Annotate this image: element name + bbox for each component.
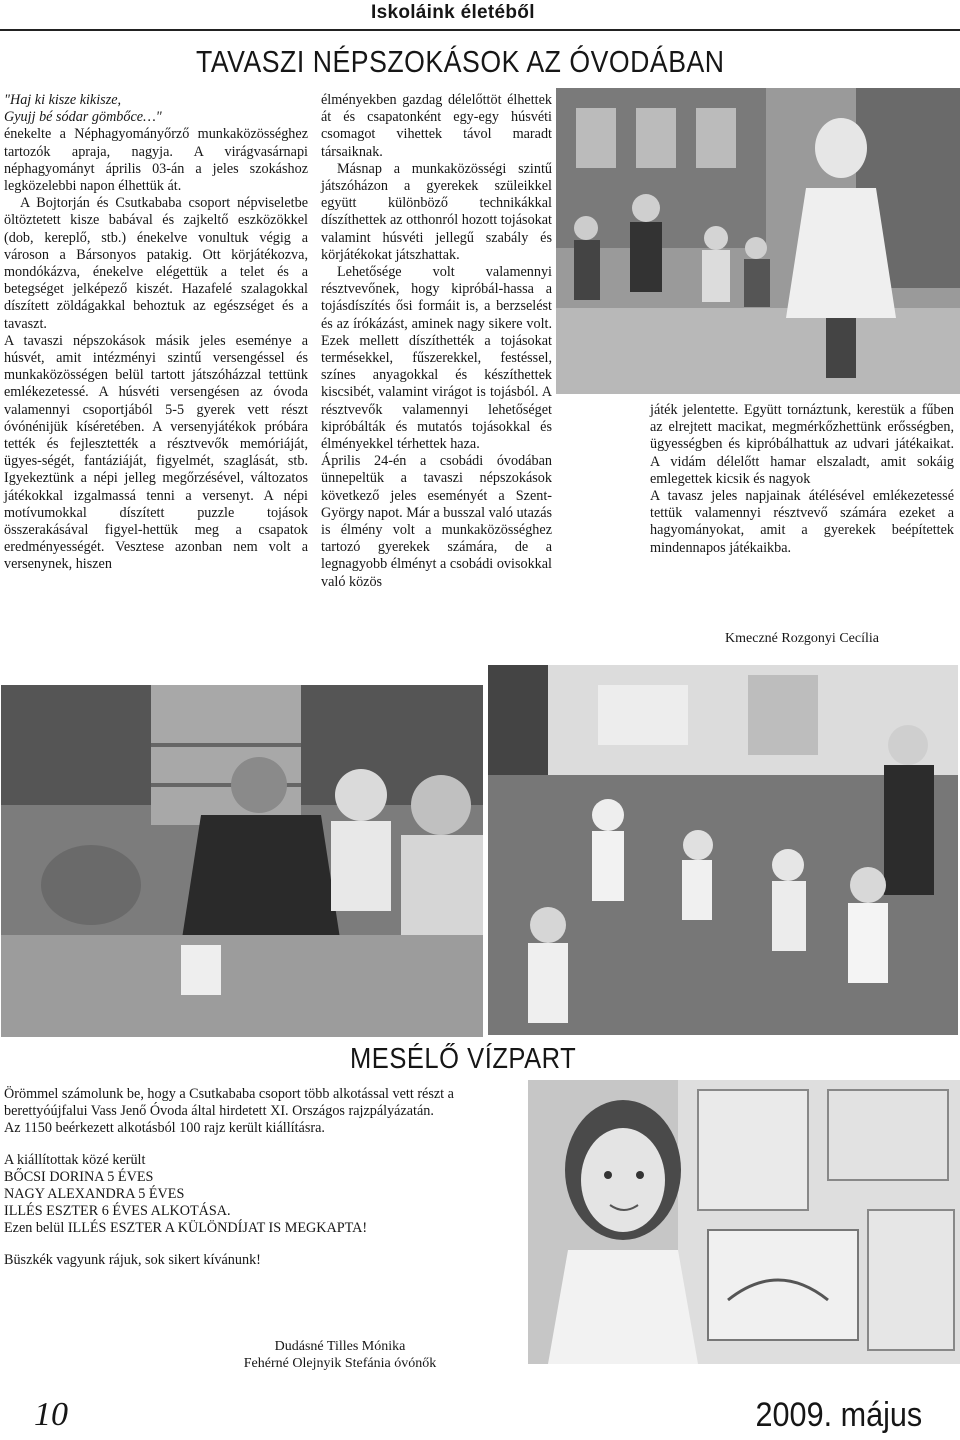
poem-line-2: Gyujj bé sódar gömbőce…" — [4, 109, 162, 126]
paragraph: énekelte a Néphagyományőrző munkaközösséghez tartozók apraja, nagyja. A virágvasárnapi néphagyományt április 03-án a jeles szokáshoz legközelebbi napon élhettük át. — [4, 126, 308, 195]
closing-line: Büszkék vagyunk rájuk, sok sikert kívánunk! — [4, 1251, 261, 1268]
paragraph: Az 1150 beérkezett alkotásból 100 rajz került kiállításra. — [4, 1120, 325, 1137]
paragraph: élményekben gazdag délelőttöt élhettek át és csapatonként egy-egy húsvéti csomagot vihettek távol maradt társaiknak. — [321, 92, 552, 160]
photo-kisze-doll-procession — [556, 88, 960, 394]
article-column-2 — [321, 92, 552, 591]
signature-line: Dudásné Tilles Mónika — [274, 1339, 406, 1354]
winner-name: ILLÉS ESZTER 6 ÉVES ALKOTÁSA. — [4, 1203, 231, 1220]
paragraph: játék jelentette. Együtt tornáztunk, kerestük a fűben az elrejtett macikat, megmérkőzhettünk erősségben, ügyességben és kipróbálhattuk az udvari játékaikat. A vidám délelőtt hamar elszaladt, amit sokáig emlegettek kicsik és nagyok — [650, 402, 954, 487]
issue-date: 2009. május — [755, 1396, 922, 1434]
winner-name: NAGY ALEXANDRA 5 ÉVES — [4, 1186, 185, 1203]
paragraph: Örömmel számolunk be, hogy a Csutkababa csoport több alkotással vett részt a berettyóújfalui Vass Jenő Óvoda által hirdetett XI. Országos rajzpályázatán. — [4, 1086, 454, 1120]
photo-girl-with-drawings — [528, 1080, 960, 1364]
article-2-body — [4, 1086, 480, 1269]
paragraph: A tavasz jeles napjainak átélésével emlékezetessé tettük valamennyi résztvevő számára ezeket a hagyományokat, amit a gyerekek beépítettek mindennapos játékaikba. — [650, 488, 954, 556]
author-signature: Kmeczné Rozgonyi Cecília — [725, 631, 879, 646]
winners-intro: A kiállítottak közé került — [4, 1151, 146, 1168]
paragraph: Másnap a munkaközösségi szintű játszóházon a gyerekek szüleikkel együtt különböző technikákkal díszíthettek az otthonról hozott tojásokat valamint húsvéti jellegű szabály és körjátékokat játszhattak. — [321, 160, 552, 263]
article-title-meselo-vizpart: MESÉLŐ VÍZPART — [350, 1043, 577, 1075]
poem-line-1: "Haj ki kisze kikisze, — [4, 92, 122, 108]
section-header: Iskoláink életéből — [371, 2, 535, 23]
page-number: 10 — [34, 1396, 68, 1433]
photo-gymnastics-class — [488, 665, 958, 1035]
signature-line: Fehérné Olejnyik Stefánia óvónők — [243, 1356, 437, 1371]
paragraph: A tavaszi népszokások másik jeles eseménye a húsvét, amit intézményi szintű versengéssel és munkaközösségen belül tartott játszóházzal tettünk emlékezetessé. A húsvéti versengésen az óvoda valamennyi csoportjából 5-5 gyerek vett részt óvónénijük kíséretében. A versenyjátékok próbára tették és fejlesztették a résztvevők memóriáját, ügyes-ségét, fantáziáját, figyelmét, szaglását, stb. Igyekeztünk a népi jelleg megőrzésével, változatos játékokkal izgalmassá tenni a versenyt. A népi motívumokkal díszített puzzle tojások összerakásával figyel-hettük meg a csapatok eredményességét. Vesztese azonban nem volt a versenynek, hiszen — [4, 332, 308, 573]
article-column-3 — [650, 402, 954, 557]
article-2-signatures — [200, 1338, 480, 1372]
paragraph: Április 24-én a csobádi óvodában ünnepeltük a tavaszi népszokások következő jeles eseményét a Szent-György napot. Már a busszal való utazás is élmény volt a munkaközösséghez tartozó gyerekek számára, de a legnagyobb élményt a csobádi ovisokkal való közös — [321, 453, 553, 590]
photo-egg-decorating — [1, 685, 483, 1037]
paragraph: Lehetősége volt valamennyi résztvevőnek, hogy kipróbál-hassa a tojásdíszítés ősi formáit is, a berzselést és az írókázást, aminek nagy sikere volt. Ezek mellett díszíthették a tojásokat termésekkel, fűszerekkel, festéssel, színes anyagokkal és készíthettek kiscsibét, valamint virágot is tojásból. A résztvevők valamennyi lehetőséget kipróbálták és mutatós tojásokkal és élményekkel térhettek haza. — [321, 264, 552, 453]
article-title-spring-customs: TAVASZI NÉPSZOKÁSOK AZ ÓVODÁBAN — [196, 44, 725, 79]
special-prize-note: Ezen belül ILLÉS ESZTER A KÜLÖNDÍJAT IS MEGKAPTA! — [4, 1220, 368, 1237]
article-column-1 — [4, 92, 308, 574]
header-rule — [0, 29, 960, 31]
winner-name: BŐCSI DORINA 5 ÉVES — [4, 1168, 154, 1185]
paragraph: A Bojtorján és Csutkababa csoport népviseletbe öltöztetett kisze babával és zajkeltő eszközökkel (dob, kereplő, stb.) énekelve vonultuk végig a városon a Bársonyos patakig. Ott körjátékozva, mondókázva, énekelve elégettük a telet és a betegséget jelképező kiszét. Hazafelé szalagokkal díszített zöldágakkal behoztuk az egészséget és a tavaszt. — [4, 195, 308, 332]
